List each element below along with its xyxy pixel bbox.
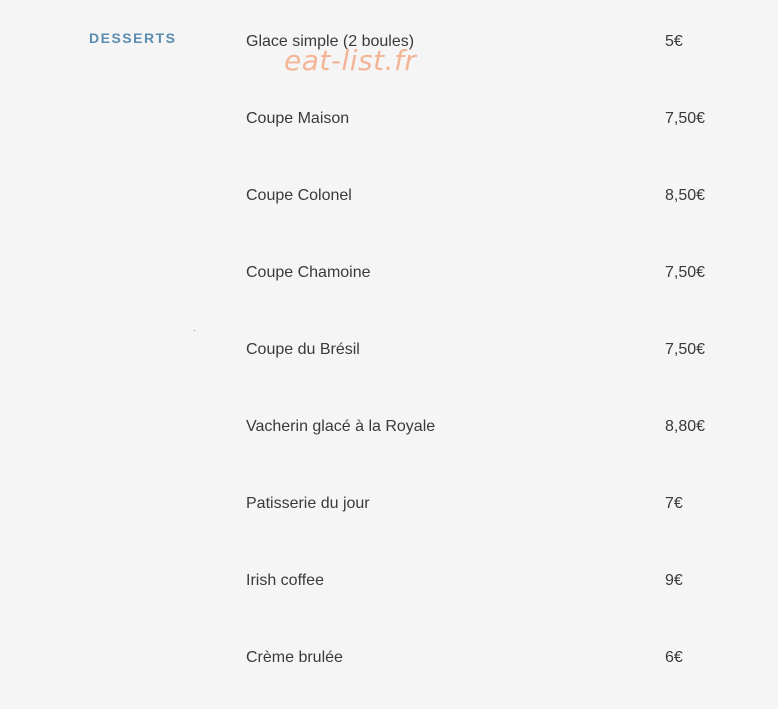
menu-list (246, 0, 726, 693)
menu-item-name: Coupe Colonel (246, 187, 352, 204)
menu-item (246, 539, 726, 616)
menu-item-price: 8,80€ (665, 418, 706, 435)
menu-item-price: 6€ (665, 649, 683, 666)
menu-item-price: 7,50€ (665, 264, 706, 281)
menu-item-name: Vacherin glacé à la Royale (246, 418, 436, 435)
menu-item-price: 7,50€ (665, 110, 706, 127)
menu-item-price: 5€ (665, 33, 683, 50)
menu-item-name: Coupe du Brésil (246, 341, 360, 358)
menu-item (246, 385, 726, 462)
section-title: DESSERTS (89, 30, 177, 46)
menu-item (246, 77, 726, 154)
menu-item (246, 154, 726, 231)
menu-item-name: Glace simple (2 boules) (246, 33, 415, 50)
menu-item (246, 231, 726, 308)
menu-item (246, 462, 726, 539)
menu-item (246, 308, 726, 385)
menu-item-name: Patisserie du jour (246, 495, 370, 512)
menu-item-name: Coupe Maison (246, 110, 350, 127)
menu-item (246, 616, 726, 693)
artifact-dot (194, 330, 195, 331)
menu-item-price: 7€ (665, 495, 683, 512)
menu-item-price: 9€ (665, 572, 683, 589)
watermark-text: eat-list.fr (284, 44, 417, 77)
menu-item-name: Crème brulée (246, 649, 343, 666)
menu-item-price: 8,50€ (665, 187, 706, 204)
menu-item-price: 7,50€ (665, 341, 706, 358)
menu-item-name: Coupe Chamoine (246, 264, 371, 281)
menu-item-name: Irish coffee (246, 572, 324, 589)
